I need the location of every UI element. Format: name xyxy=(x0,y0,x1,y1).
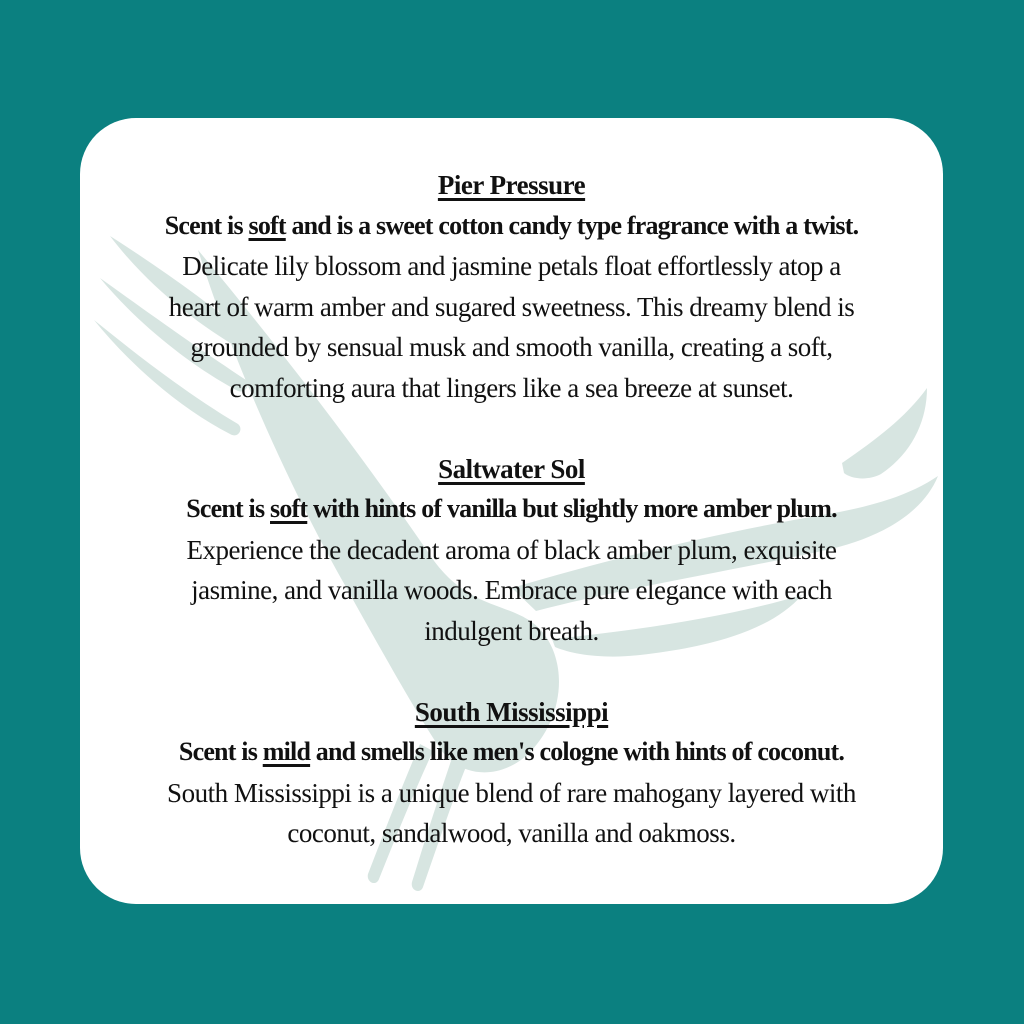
section-gap xyxy=(80,408,943,449)
description-line: grounded by sensual musk and smooth vanilla, creating a soft, xyxy=(190,332,833,362)
section-heading: Pier Pressure xyxy=(437,170,586,200)
content-card xyxy=(80,118,943,904)
scent-strength-keyword: mild xyxy=(262,737,311,766)
description-line: Delicate lily blossom and jasmine petals float effortlessly atop a xyxy=(182,251,841,281)
section-saltwater-sol xyxy=(80,449,943,652)
scent-summary-prefix: Scent is xyxy=(186,494,271,523)
description-line: heart of warm amber and sugared sweetness. This dreamy blend is xyxy=(168,291,855,322)
description-line: comforting aura that lingers like a sea breeze at sunset. xyxy=(229,372,794,403)
scent-summary-suffix: and smells like men's cologne with hints of coconut. xyxy=(310,737,845,766)
section-heading: South Mississippi xyxy=(414,696,609,727)
section-heading: Saltwater Sol xyxy=(438,453,585,484)
description-line: coconut, sandalwood, vanilla and oakmoss. xyxy=(287,818,736,848)
section-south-mississippi xyxy=(80,692,943,854)
scent-summary-suffix: and is a sweet cotton candy type fragrance with a twist. xyxy=(285,210,859,240)
scent-summary-suffix: with hints of vanilla but slightly more amber plum. xyxy=(307,494,837,523)
scent-strength-keyword: soft xyxy=(248,210,286,240)
scent-strength-keyword: soft xyxy=(270,494,308,523)
section-gap xyxy=(80,651,943,692)
description-line: jasmine, and vanilla woods. Embrace pure elegance with each xyxy=(191,575,832,605)
description-line: South Mississippi is a unique blend of rare mahogany layered with xyxy=(167,777,856,808)
description-line: indulgent breath. xyxy=(424,615,599,646)
scent-summary-prefix: Scent is xyxy=(164,210,249,240)
section-pier-pressure xyxy=(80,165,943,408)
scent-summary-line xyxy=(80,206,943,247)
scent-descriptions xyxy=(80,165,943,854)
scent-summary-prefix: Scent is xyxy=(178,737,263,766)
scent-summary-line xyxy=(80,732,943,773)
description-line: Experience the decadent aroma of black amber plum, exquisite xyxy=(186,534,837,565)
scent-summary-line xyxy=(80,489,943,530)
